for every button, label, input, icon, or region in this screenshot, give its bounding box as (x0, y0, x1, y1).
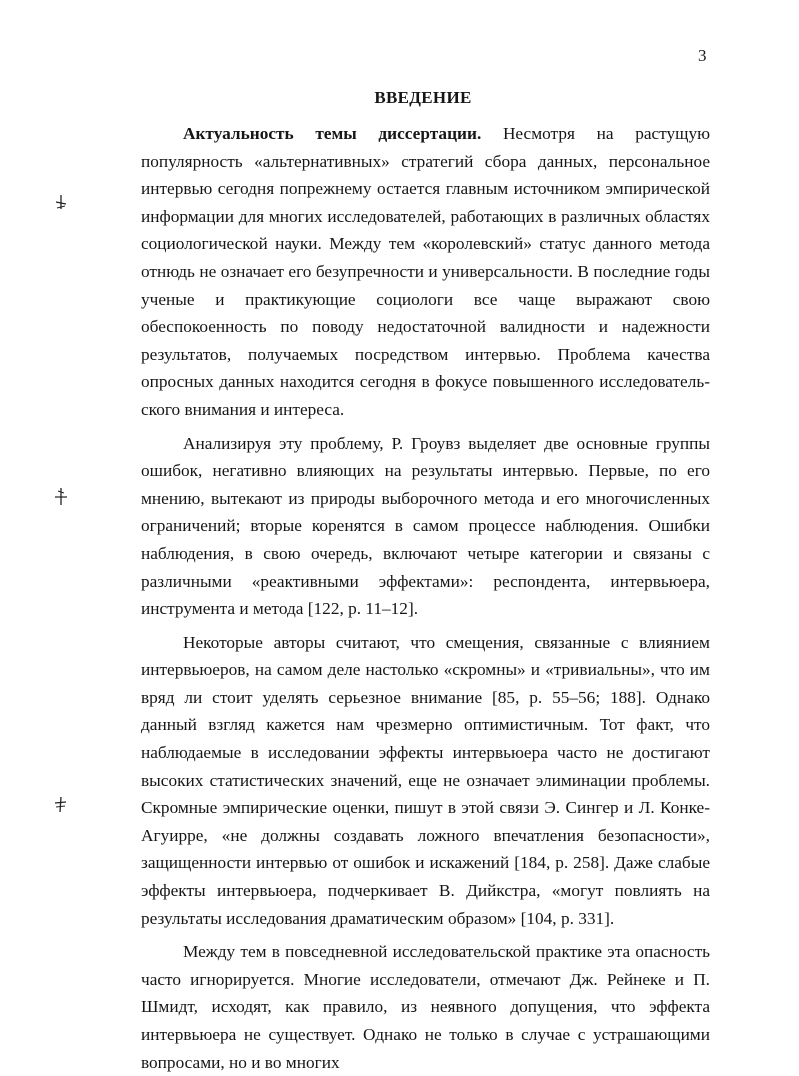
page-number: 3 (698, 46, 707, 65)
paragraph-interviewer-bias: Некоторые авторы считают, что смещения, связанные с влиянием интервьюеров, на самом деле настолько «скромны» и «тривиальны», что им вряд ли стоит уделять серьезное внимание [85, р. 55–56; 188]. Однако данный взгляд кажется нам чрезмерно оптимистичным. Тот факт, что наблюдаемые в исследовании эффекты интервьюера часто не достигают высоких статистических значений, еще не означает элиминации проблемы. Скромные эмпирические оценки, пишут в этой связи Э. Сингер и Л. Конке-Агуирре, «не должны создавать ложного впечатления безопасности», защищенности интервью от ошибок и искажений [184, р. 258]. Даже слабые эффекты интервьюера, подчеркивает В. Дийкстра, «могут повлиять на результаты исследования драматическим образом» [104, р. 331]. (141, 632, 710, 928)
paragraph-relevance (141, 120, 710, 424)
paragraph-groves: Анализируя эту проблему, Р. Гроувз выделяет две основные группы ошибок, негативно влияющих на результаты интервью. Первые, по его мнению, вытекают из природы выборочного метода и его многочисленных ограничений; вторые коренятся в самом процессе наблюдения. Ошибки наблюдения, в свою очередь, включают четыре категории и связаны с различными «реактивными эффектами»: респондента, интервьюера, инструмента и метода [122, р. 11–12]. (141, 433, 710, 619)
binding-mark-icon (50, 192, 72, 214)
paragraph-lead: Актуальность темы диссертации. (183, 124, 482, 143)
paragraph-text: Несмотря на растущую популярность «альтернативных» стратегий сбора данных, персональное интервью сегодня попрежнему остается главным источником эмпирической информации для многих исследователей, работающих в различных областях социологической науки. Между тем «королевский» статус данного метода отнюдь не означает его безупречности и универсальности. В последние годы ученые и практикующие социологи все чаще выражают свою обеспокоенность по поводу недостаточной валидности и надежности результатов, получаемых посредством интервью. Проблема качества опросных данных находится сегодня в фокусе повышенного исследовательского внимания и интереса. (141, 124, 710, 419)
binding-mark-icon (50, 794, 72, 816)
binding-mark-icon (50, 486, 72, 508)
paragraph-practice: Между тем в повседневной исследовательской практике эта опасность часто игнорируется. Многие исследователи, отмечают Дж. Рейнеке и П. Шмидт, исходят, как правило, из неявного допущения, что эффекта интервьюера не существует. Однако не только в случае с устрашающими вопросами, но и во многих (141, 942, 710, 1072)
page-title: ВВЕДЕНИЕ (374, 88, 472, 107)
body-text (141, 120, 710, 1076)
